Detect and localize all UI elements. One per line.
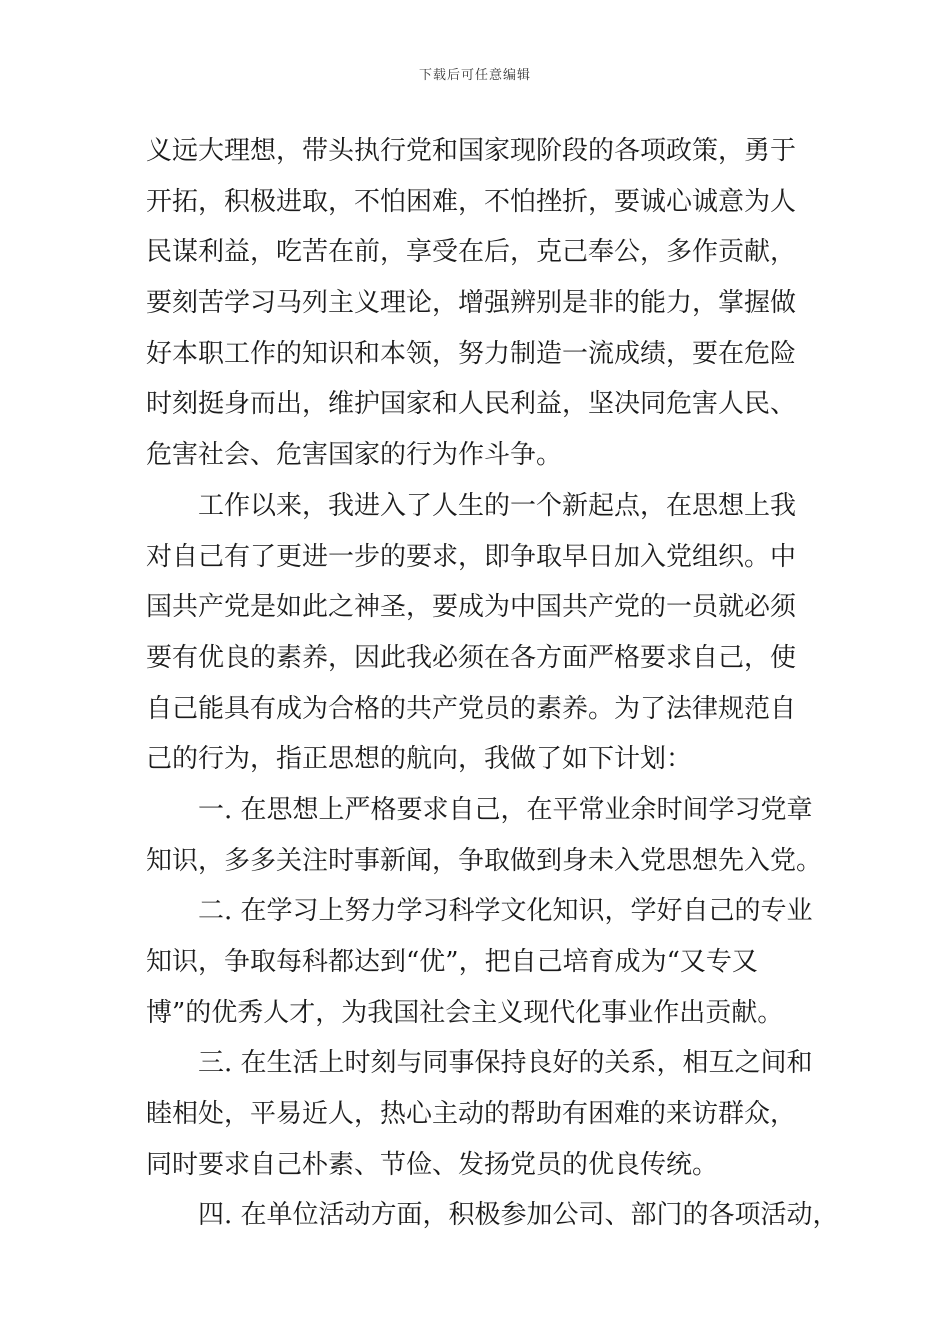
- text-line: 博”的优秀人才，为我国社会主义现代化事业作出贡献。: [146, 997, 784, 1028]
- text-line: 开拓，积极进取，不怕困难，不怕挫折，要诚心诚意为人: [146, 186, 797, 217]
- text-line: 危害社会、危害国家的行为作斗争。: [146, 440, 563, 471]
- text-line: 四. 在单位活动方面，积极参加公司、部门的各项活动，: [198, 1200, 839, 1231]
- text-line: 二. 在学习上努力学习科学文化知识，学好自己的专业: [198, 896, 813, 927]
- text-line: 义远大理想，带头执行党和国家现阶段的各项政策，勇于: [146, 136, 797, 166]
- text-line: 民谋利益，吃苦在前，享受在后，克己奉公，多作贡献，: [146, 237, 797, 268]
- text-line: 同时要求自己朴素、节俭、发扬党员的优良传统。: [146, 1149, 719, 1180]
- text-line: 三. 在生活上时刻与同事保持良好的关系，相互之间和: [198, 1048, 813, 1079]
- text-line: 要有优良的素养，因此我必须在各方面严格要求自己，使: [146, 642, 797, 673]
- document-body: [146, 126, 839, 1241]
- text-line: 知识，多多关注时事新闻，争取做到身未入党思想先入党。: [146, 845, 823, 876]
- text-line: 对自己有了更进一步的要求，即争取早日加入党组织。中: [146, 541, 797, 572]
- page-header: 下载后可任意编辑: [418, 68, 531, 83]
- text-line: 知识，争取每科都达到“优”，把自己培育成为“又专又: [146, 947, 758, 977]
- text-line: 一. 在思想上严格要求自己，在平常业余时间学习党章: [198, 794, 813, 825]
- text-line: 工作以来，我进入了人生的一个新起点，在思想上我: [198, 490, 797, 521]
- text-line: 睦相处，平易近人，热心主动的帮助有困难的来访群众，: [146, 1099, 797, 1130]
- text-line: 己的行为，指正思想的航向，我做了如下计划：: [146, 744, 693, 775]
- text-line: 时刻挺身而出，维护国家和人民利益，坚决同危害人民、: [146, 389, 797, 420]
- text-line: 好本职工作的知识和本领，努力制造一流成绩，要在危险: [146, 338, 797, 369]
- text-line: 国共产党是如此之神圣，要成为中国共产党的一员就必须: [146, 592, 797, 623]
- text-line: 自己能具有成为合格的共产党员的素养。为了法律规范自: [146, 693, 797, 724]
- text-line: 要刻苦学习马列主义理论，增强辨别是非的能力，掌握做: [146, 288, 797, 319]
